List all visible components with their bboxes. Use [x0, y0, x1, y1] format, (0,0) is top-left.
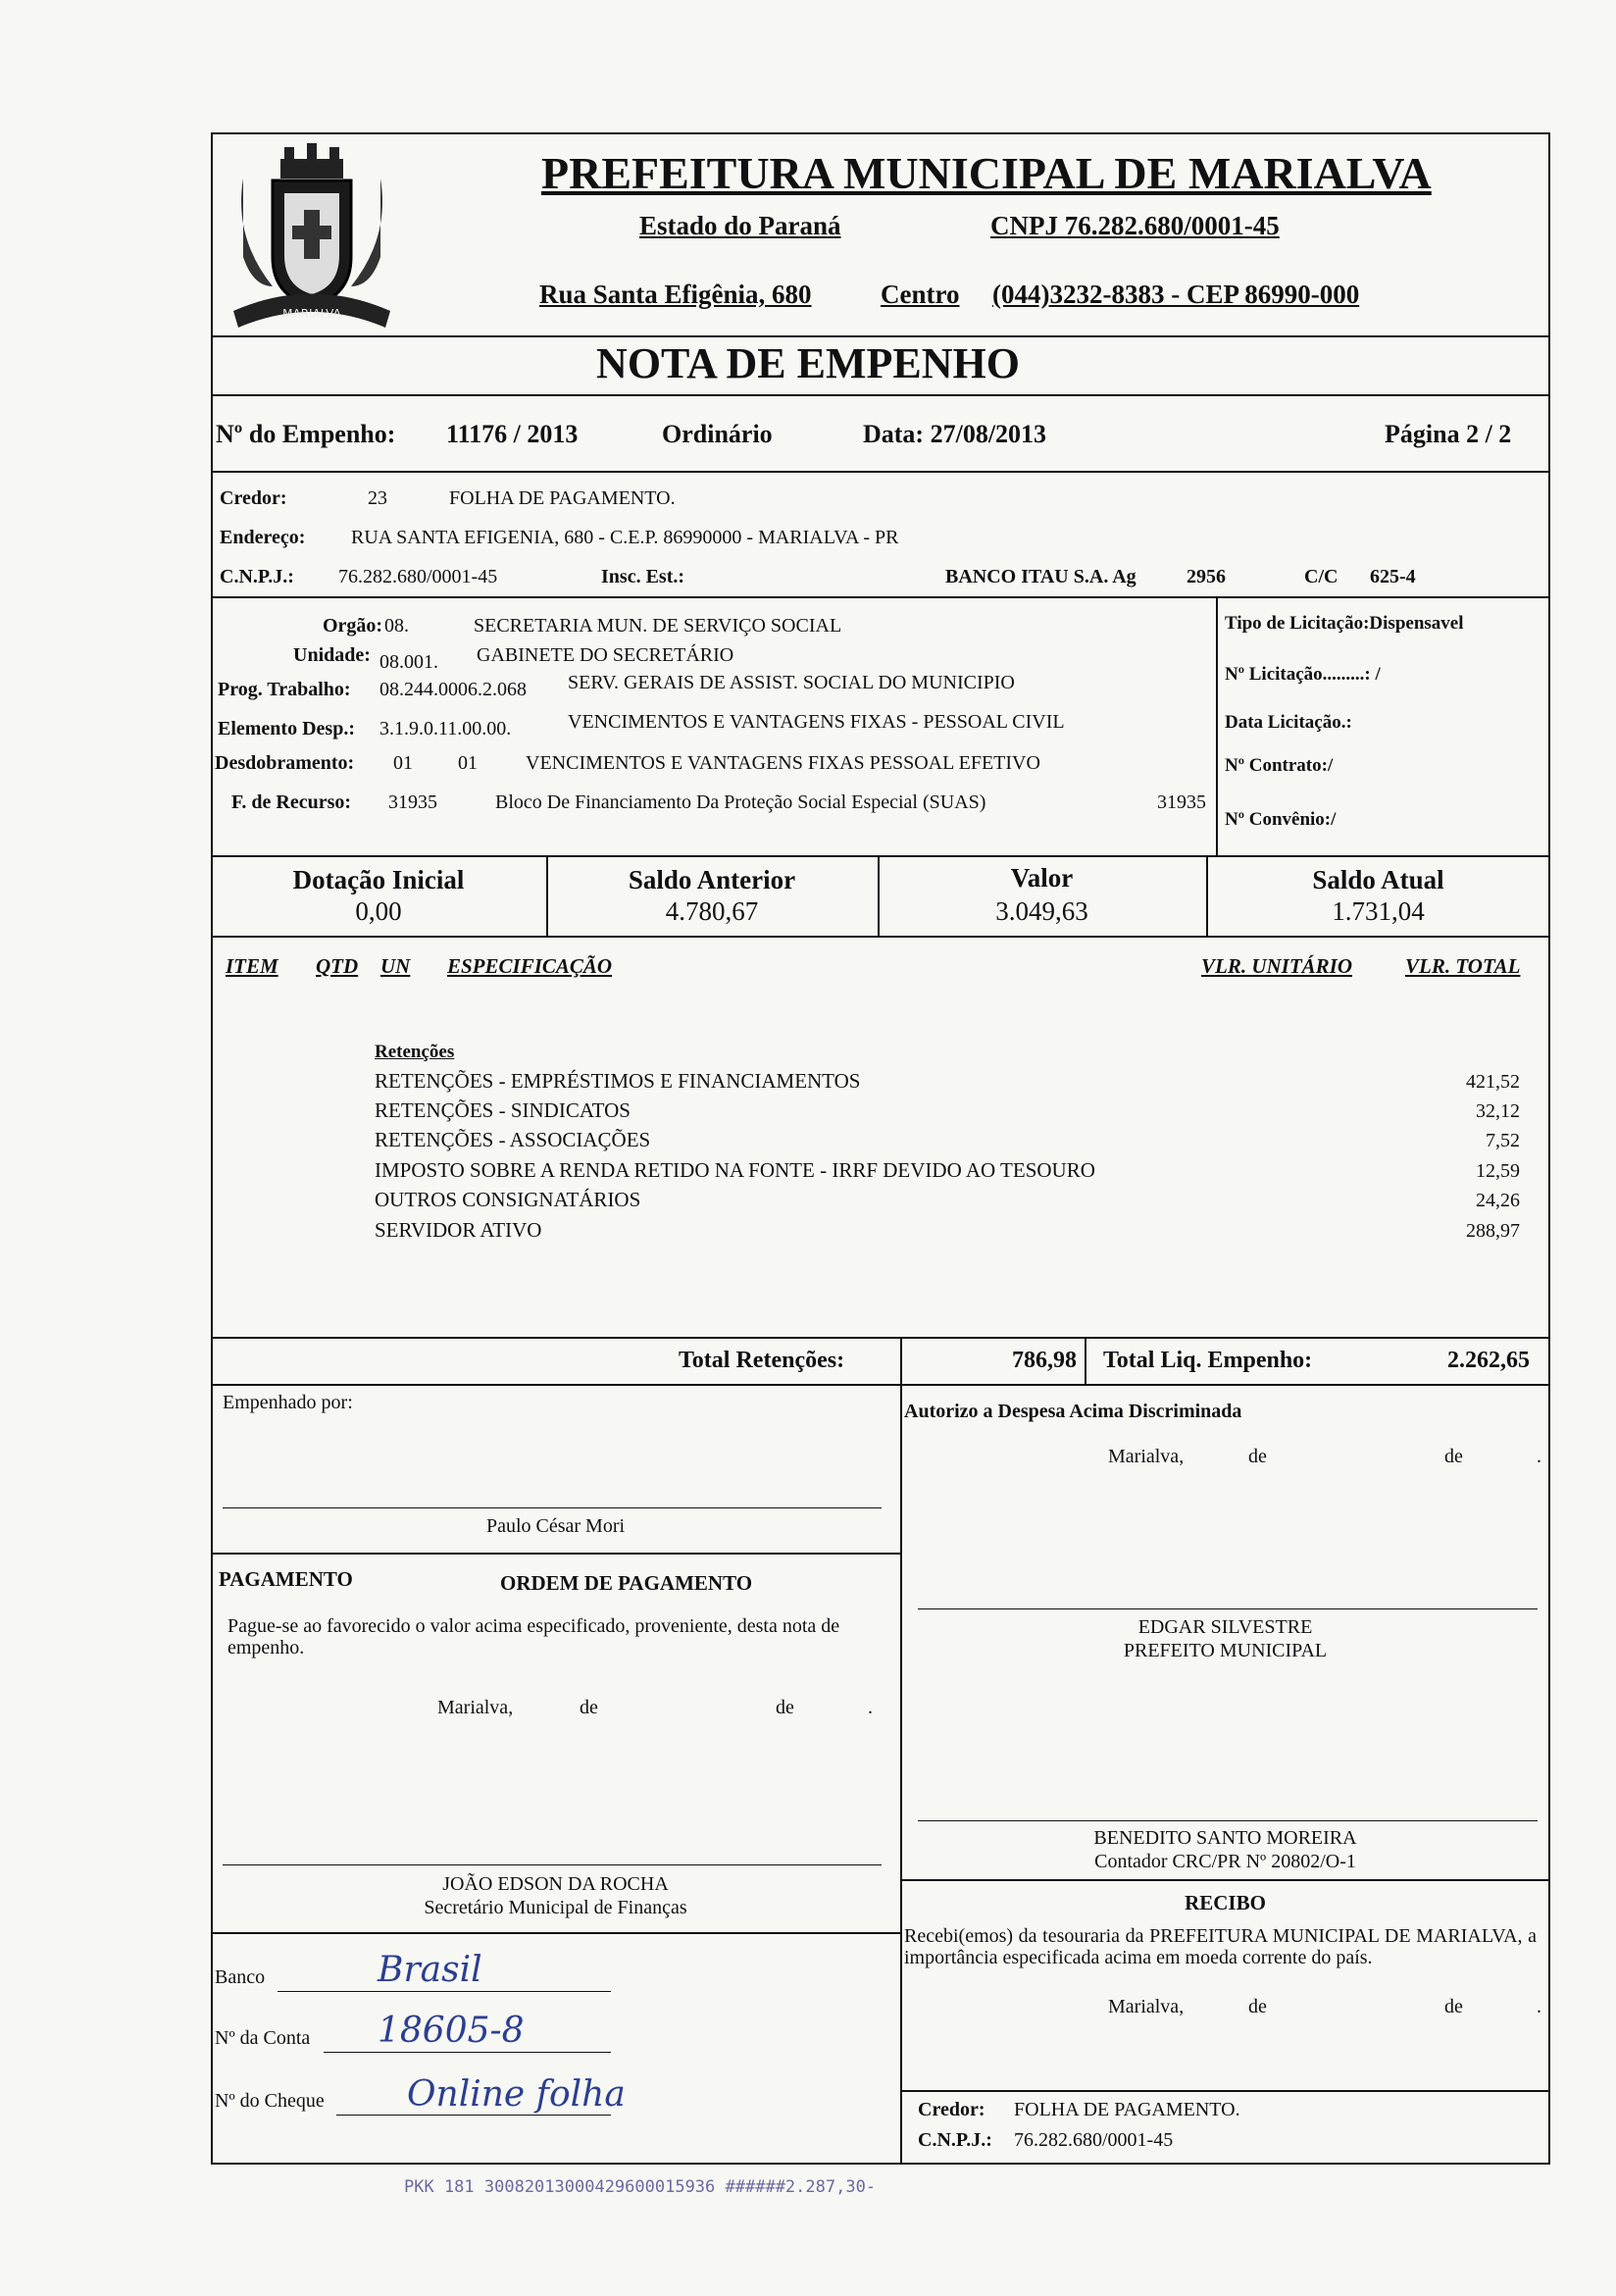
divider [900, 2090, 1550, 2092]
contador-name: BENEDITO SANTO MOREIRA [1093, 1827, 1357, 1849]
cc-value: 625-4 [1370, 566, 1416, 587]
list-item-value: 24,26 [1476, 1190, 1520, 1211]
saldo-atual-value: 1.731,04 [1332, 896, 1425, 926]
list-item: IMPOSTO SOBRE A RENDA RETIDO NA FONTE - IRRF DEVIDO AO TESOURO [375, 1158, 1095, 1182]
page-number: Página 2 / 2 [1385, 420, 1512, 448]
banco-line [278, 1991, 611, 1992]
state-label: Estado do Paraná [639, 211, 841, 240]
list-item-value: 288,97 [1466, 1220, 1520, 1242]
saldo-anterior-value: 4.780,67 [665, 896, 759, 926]
total-retencoes-value: 786,98 [1012, 1348, 1077, 1373]
desdob-a: 01 [393, 752, 413, 774]
retencoes-title: Retenções [375, 1042, 455, 1062]
list-item-value: 7,52 [1486, 1130, 1520, 1151]
licitacao-data: Data Licitação.: [1225, 712, 1352, 733]
recurso-code2: 31935 [1157, 791, 1206, 813]
col-total-value: VLR. TOTAL [1405, 954, 1521, 978]
signature-line [223, 1507, 882, 1508]
list-item-value: 421,52 [1466, 1071, 1520, 1093]
licitacao-numero: Nº Licitação.........: / [1225, 664, 1381, 685]
col-qtd: QTD [316, 954, 359, 978]
recurso-value: Bloco De Financiamento Da Proteção Social Especial (SUAS) [495, 791, 986, 813]
valor-label: Valor [1010, 863, 1074, 893]
endereco-value: RUA SANTA EFIGENIA, 680 - C.E.P. 86990000 - MARIALVA - PR [351, 527, 899, 548]
empenho-number: 11176 / 2013 [446, 420, 579, 448]
elemento-value: VENCIMENTOS E VANTAGENS FIXAS - PESSOAL CIVIL [568, 711, 1065, 733]
col-item: ITEM [226, 954, 278, 978]
valor-value: 3.049,63 [995, 896, 1088, 926]
date-de-2: de [1444, 1996, 1463, 2017]
date-dot: . [1537, 1996, 1541, 2017]
recibo-cnpj-label: C.N.P.J.: [918, 2129, 992, 2151]
total-liq-label: Total Liq. Empenho: [1103, 1348, 1313, 1373]
list-item: SERVIDOR ATIVO [375, 1218, 542, 1242]
date-dot: . [1537, 1446, 1541, 1467]
list-item: RETENÇÕES - ASSOCIAÇÕES [375, 1128, 651, 1151]
pagamento-label: PAGAMENTO [219, 1567, 353, 1591]
recibo-cnpj-value: 76.282.680/0001-45 [1014, 2129, 1174, 2151]
prefeito-name: EDGAR SILVESTRE [1137, 1616, 1313, 1638]
credor-code: 23 [368, 487, 387, 509]
total-liq-value: 2.262,65 [1447, 1348, 1530, 1373]
unidade-value: GABINETE DO SECRETÁRIO [477, 644, 734, 666]
credor-label: Credor: [220, 487, 287, 509]
elemento-code: 3.1.9.0.11.00.00. [379, 718, 512, 740]
divider [211, 335, 1550, 337]
divider [211, 596, 1550, 598]
orgao-label: Orgão: [323, 615, 383, 637]
signer2-name: JOÃO EDSON DA ROCHA [442, 1873, 669, 1895]
date-de-2: de [776, 1697, 794, 1718]
divider [211, 1553, 900, 1555]
cheque-handwritten: Online folha [407, 2074, 626, 2115]
desdob-value: VENCIMENTOS E VANTAGENS FIXAS PESSOAL EFETIVO [526, 752, 1040, 774]
saldo-anterior-label: Saldo Anterior [628, 865, 796, 894]
date-de-2: de [1444, 1446, 1463, 1467]
prefeito-role: PREFEITO MUNICIPAL [1123, 1640, 1328, 1661]
banco-handwritten: Brasil [378, 1950, 482, 1990]
svg-text:MARIALVA: MARIALVA [282, 307, 341, 321]
divider [211, 1932, 900, 1934]
agency-value: 2956 [1187, 566, 1226, 587]
footer-code: PKK 181 30082013000429600015936 ######2.287,30- [404, 2177, 877, 2197]
divider [1085, 1337, 1086, 1384]
total-retencoes-label: Total Retenções: [679, 1348, 845, 1373]
recibo-title: RECIBO [1185, 1891, 1266, 1914]
contador-role: Contador CRC/PR Nº 20802/O-1 [1094, 1851, 1356, 1872]
cheque-line [336, 2115, 611, 2116]
unidade-code: 08.001. [379, 651, 438, 673]
list-item-value: 12,59 [1476, 1160, 1520, 1182]
orgao-code: 08. [384, 615, 409, 637]
divider [211, 394, 1550, 396]
signer2-role: Secretário Municipal de Finanças [424, 1897, 687, 1918]
divider [211, 471, 1550, 473]
divider [900, 1879, 1550, 1881]
cnpj-header: CNPJ 76.282.680/0001-45 [990, 211, 1280, 240]
place-date: Marialva, [437, 1697, 514, 1718]
date-dot: . [868, 1697, 873, 1718]
col-unit-value: VLR. UNITÁRIO [1201, 954, 1353, 978]
divider [211, 1337, 1550, 1339]
dotacao-value: 0,00 [355, 896, 402, 926]
conta-label: Nº da Conta [215, 2027, 311, 2049]
list-item: RETENÇÕES - EMPRÉSTIMOS E FINANCIAMENTOS [375, 1069, 861, 1093]
cnpj-label: C.N.P.J.: [220, 566, 294, 587]
banco-label: Banco [215, 1966, 266, 1988]
autorizo-label: Autorizo a Despesa Acima Discriminada [904, 1401, 1242, 1422]
coat-of-arms-logo [214, 139, 410, 335]
bank-label: BANCO ITAU S.A. Ag [945, 566, 1136, 587]
dotacao-label: Dotação Inicial [292, 865, 465, 894]
elemento-label: Elemento Desp.: [218, 718, 355, 740]
unidade-label: Unidade: [293, 644, 371, 666]
signature-line [223, 1864, 882, 1865]
place-date: Marialva, [1108, 1996, 1185, 2017]
prog-label: Prog. Trabalho: [218, 679, 351, 700]
divider [1216, 596, 1218, 855]
endereco-label: Endereço: [220, 527, 306, 548]
recibo-text: Recebi(emos) da tesouraria da PREFEITURA MUNICIPAL DE MARIALVA, a importância especificada acima em moeda corrente do país. [904, 1925, 1537, 1968]
address-label: Rua Santa Efigênia, 680 [539, 280, 812, 309]
recibo-credor-value: FOLHA DE PAGAMENTO. [1014, 2099, 1240, 2120]
col-un: UN [380, 954, 411, 978]
ordem-label: ORDEM DE PAGAMENTO [500, 1571, 753, 1595]
list-item: RETENÇÕES - SINDICATOS [375, 1098, 631, 1122]
cc-label: C/C [1304, 566, 1338, 587]
col-spec: ESPECIFICAÇÃO [447, 954, 613, 978]
page-title: PREFEITURA MUNICIPAL DE MARIALVA [541, 148, 1432, 198]
divider [211, 1384, 1550, 1386]
signature-line [918, 1820, 1538, 1821]
desdob-b: 01 [458, 752, 478, 774]
orgao-value: SECRETARIA MUN. DE SERVIÇO SOCIAL [474, 615, 842, 637]
prog-value: SERV. GERAIS DE ASSIST. SOCIAL DO MUNICIPIO [568, 672, 1015, 693]
divider [900, 1384, 902, 2165]
divider [211, 936, 1550, 938]
conta-handwritten: 18605-8 [378, 2011, 525, 2051]
saldo-atual-label: Saldo Atual [1312, 865, 1444, 894]
recibo-credor-label: Credor: [918, 2099, 985, 2120]
pague-text: Pague-se ao favorecido o valor acima especificado, proveniente, desta nota de empenho. [227, 1615, 840, 1658]
recurso-code: 31935 [388, 791, 437, 813]
list-item-value: 32,12 [1476, 1100, 1520, 1122]
conta-line [324, 2052, 611, 2053]
insc-label: Insc. Est.: [601, 566, 685, 587]
convenio-label: Nº Convênio:/ [1225, 809, 1337, 830]
divider [211, 855, 1550, 857]
place-date: Marialva, [1108, 1446, 1185, 1467]
date-de-1: de [580, 1697, 598, 1718]
signature-line [918, 1608, 1538, 1609]
credor-name: FOLHA DE PAGAMENTO. [449, 487, 676, 509]
desdob-label: Desdobramento: [215, 752, 355, 774]
empenho-date: Data: 27/08/2013 [863, 420, 1047, 448]
prog-code: 08.244.0006.2.068 [379, 679, 527, 700]
district-label: Centro [881, 280, 960, 309]
list-item: OUTROS CONSIGNATÁRIOS [375, 1188, 641, 1211]
contrato-label: Nº Contrato:/ [1225, 755, 1334, 776]
date-de-1: de [1248, 1996, 1267, 2017]
recurso-label: F. de Recurso: [231, 791, 352, 813]
empenho-type: Ordinário [662, 420, 773, 448]
cheque-label: Nº do Cheque [215, 2090, 325, 2112]
signer1-name: Paulo César Mori [485, 1515, 626, 1537]
document-title: NOTA DE EMPENHO [596, 339, 1020, 387]
phone-cep-label: (044)3232-8383 - CEP 86990-000 [992, 280, 1360, 309]
licitacao-tipo: Tipo de Licitação:Dispensavel [1225, 613, 1464, 634]
date-de-1: de [1248, 1446, 1267, 1467]
empenhado-por-label: Empenhado por: [223, 1392, 353, 1413]
cnpj-value: 76.282.680/0001-45 [338, 566, 498, 587]
empenho-label: Nº do Empenho: [216, 420, 396, 448]
